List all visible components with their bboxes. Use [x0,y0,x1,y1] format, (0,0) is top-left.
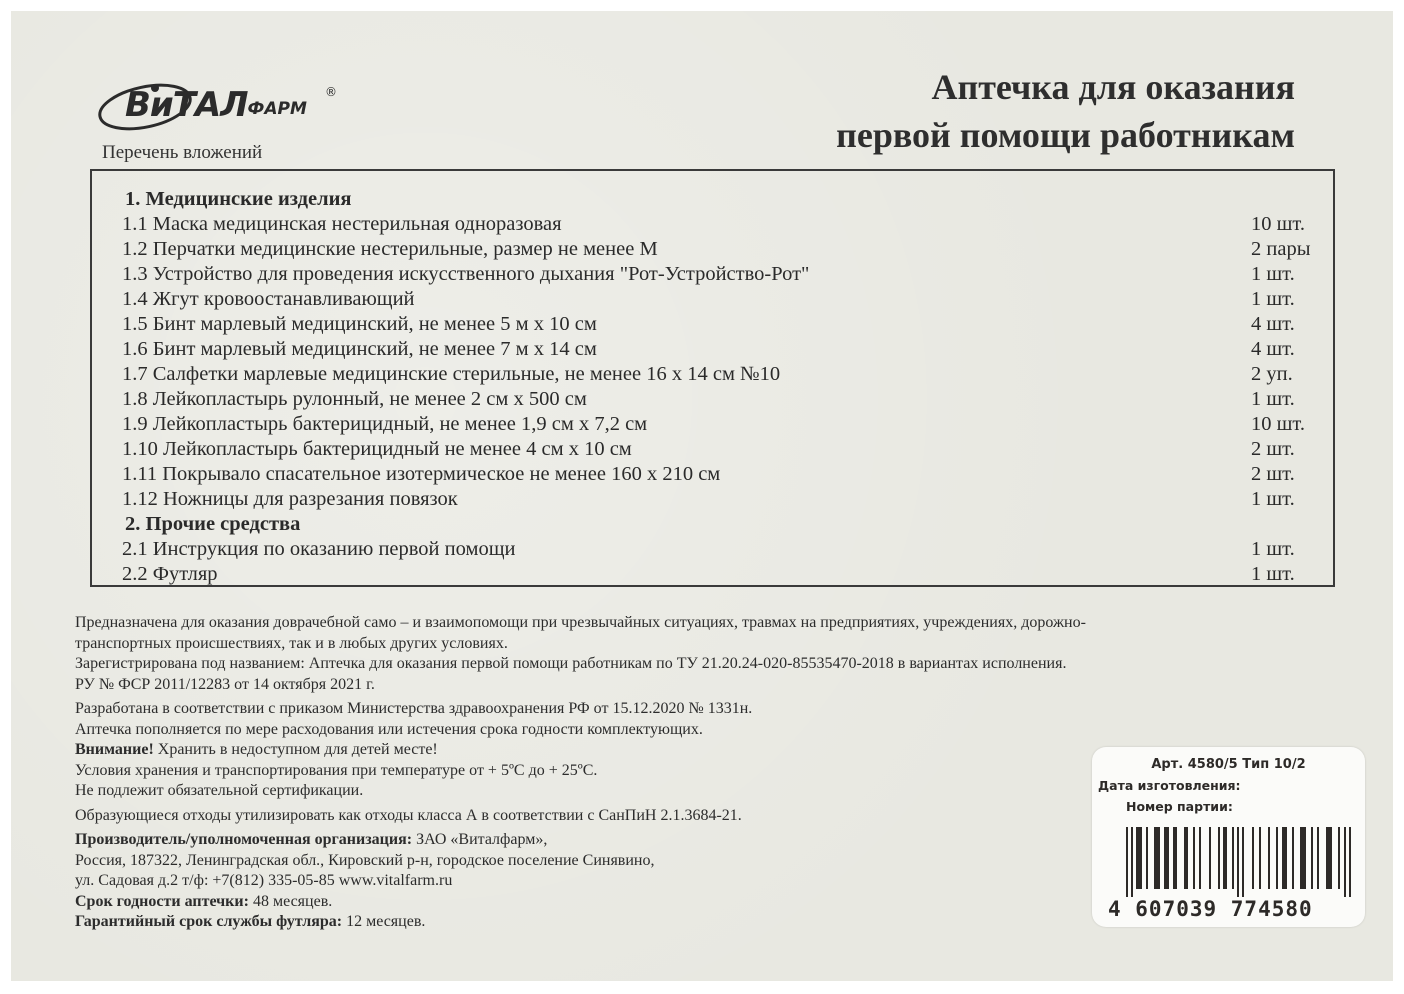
vitalfarm-logo [97,81,347,141]
list-item: 1.6 Бинт марлевый медицинский, не менее 7 м х 14 см 4 шт. [122,338,1295,360]
shelf-life: Срок годности аптечки: 48 месяцев. [75,892,333,910]
list-item: 1.3 Устройство для проведения искусственного дыхания "Рот-Устройство-Рот" 1 шт. [122,263,1295,285]
list-item: 1.5 Бинт марлевый медицинский, не менее 5 м х 10 см 4 шт. [122,313,1295,335]
list-item: 2.2 Футляр 1 шт. [122,563,1295,585]
list-item: 2.1 Инструкция по оказанию первой помощи 1 шт. [122,538,1295,560]
barcode-icon [1126,827,1354,897]
registration-number: РУ № ФСР 2011/12283 от 14 октября 2021 г. [75,675,375,693]
manufacturer-line: Производитель/уполномоченная организация: ЗАО «Виталфарм», [75,831,548,848]
barcode-number: 4 607039 774580 [1108,897,1313,921]
registered-mark: ® [325,85,337,99]
list-item: 1.11 Покрывало спасательное изотермическое не менее 160 х 210 см 2 шт. [122,463,1295,485]
certification-note: Не подлежит обязательной сертификации. [75,782,364,799]
list-item: 1.12 Ножницы для разрезания повязок 1 шт. [122,488,1295,510]
manufacture-date-label: Дата изготовления: [1098,778,1241,793]
document-title [836,63,1295,159]
storage-conditions: Условия хранения и транспортирования при температуре от + 5ºС до + 25ºС. [75,761,598,779]
list-item: 1.7 Салфетки марлевые медицинские стерильные, не менее 16 х 14 см №10 2 уп. [122,363,1293,385]
refill-note: Аптечка пополняется по мере расходования или истечения срока годности комплектующих. [75,720,703,738]
list-item: 1.2 Перчатки медицинские нестерильные, размер не менее М 2 пары [122,238,1311,260]
address-line-2: ул. Садовая д.2 т/ф: +7(812) 335-05-85 www.vitalfarm.ru [75,872,453,889]
warning-label: Внимание! [75,741,154,758]
title-line-1: Аптечка для оказания [931,67,1295,107]
address-line-1: Россия, 187322, Ленинградская обл., Кировский р-н, городское поселение Синявино, [75,851,655,869]
list-item: 1.1 Маска медицинская нестерильная одноразовая 10 шт. [122,213,1305,235]
case-warranty: Гарантийный срок службы футляра: 12 месяцев. [75,913,426,930]
registration-text: Зарегистрирована под названием: Аптечка для оказания первой помощи работникам по ТУ 21.20.24-020-85535470-2018 в вариантах исполнения. [75,655,1067,672]
section-heading: 1. Медицинские изделия [125,188,352,210]
batch-number-label: Номер партии: [1126,799,1233,814]
development-basis: Разработана в соответствии с приказом Министерства здравоохранения РФ от 15.12.2020 № 1331н. [75,700,753,717]
list-item: 1.10 Лейкопластырь бактерицидный не менее 4 см х 10 см 2 шт. [122,438,1295,460]
list-item: 1.9 Лейкопластырь бактерицидный, не менее 1,9 см х 7,2 см 10 шт. [122,413,1305,435]
logo-wordmark: ВиТАЛФАРМ [125,85,307,125]
kit-leaflet [11,11,1393,981]
title-line-2: первой помощи работникам [836,115,1295,155]
waste-disposal-note: Образующиеся отходы утилизировать как отходы класса А в соответствии с СанПиН 2.1.3684-21. [75,806,742,824]
warning-note: Внимание! Хранить в недоступном для детей месте! [75,741,438,758]
barcode-sticker [1092,747,1365,927]
list-item: 1.4 Жгут кровоостанавливающий 1 шт. [122,288,1295,310]
contents-list-caption: Перечень вложений [102,142,263,163]
section-heading: 2. Прочие средства [125,513,301,535]
purpose-text: Предназначена для оказания доврачебной само – и взаимопомощи при чрезвычайных ситуациях, травмах на предприятиях, учреждениях, дорожно- [75,614,1086,631]
manufacturer-label: Производитель/уполномоченная организация: [75,831,413,848]
purpose-text-cont: транспортных происшествиях, так и в любых других условиях. [75,634,508,652]
contents-table [90,169,1335,587]
article-number: Арт. 4580/5 Тип 10/2 [1151,757,1306,772]
list-item: 1.8 Лейкопластырь рулонный, не менее 2 см х 500 см 1 шт. [122,388,1295,410]
